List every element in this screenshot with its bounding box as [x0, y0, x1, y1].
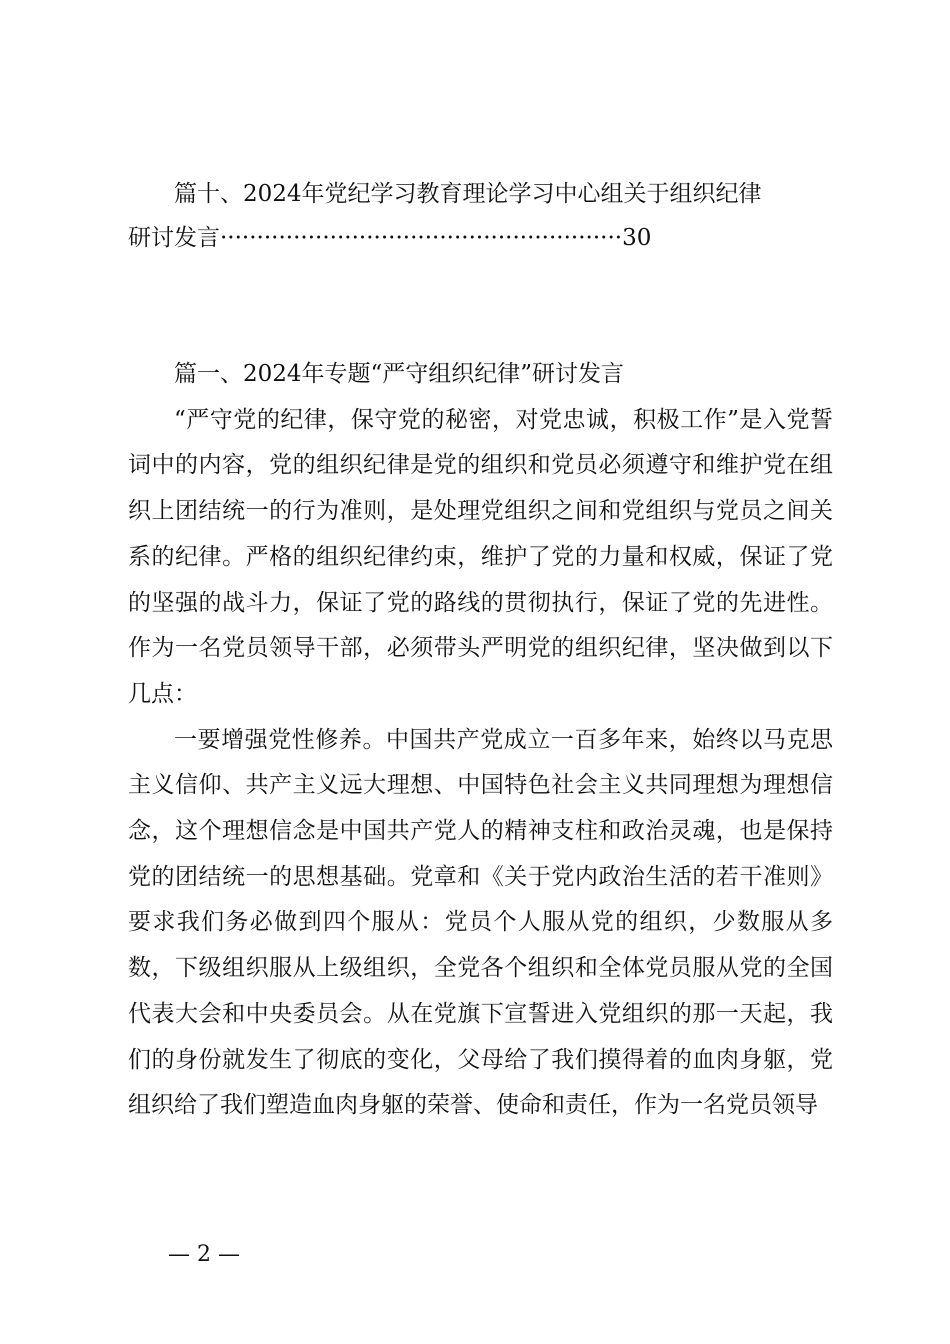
paragraph-point-one: 一要增强党性修养。中国共产党成立一百多年来，始终以马克思主义信仰、共产主义远大理想、中国特色社会主义共同理想为理想信念，这个理想信念是中国共产党人的精神支柱和政治灵魂，也是保持党的团结统一的思想基础。党章和《关于党内政治生活的若干准则》要求我们务必做到四个服从：党员个人服从党的组织，少数服从多数，下级组织服从上级组织，全党各个组织和全体党员服从党的全国代表大会和中央委员会。从在党旗下宣誓进入党组织的那一天起，我们的身份就发生了彻底的变化，父母给了我们摸得着的血肉身躯，党组织给了我们塑造血肉身躯的荣誉、使命和责任，作为一名党员领导 [128, 726, 833, 1119]
toc-entry-title-end: 研讨发言 [128, 225, 220, 251]
toc-leader-dots: ······················································· [220, 225, 623, 251]
toc-page-number: 30 [622, 225, 652, 251]
toc-entry-continuation [128, 216, 833, 260]
toc-entry [128, 172, 833, 260]
section-title: 篇一、2024年专题“严守组织纪律”研讨发言 [174, 361, 625, 387]
page-number-footer: — 2 — [168, 1242, 240, 1267]
section-body [128, 352, 833, 1129]
paragraph-intro: “严守党的纪律，保守党的秘密，对党忠诚，积极工作”是入党誓词中的内容，党的组织纪律是党的组织和党员必须遵守和维护党在组织上团结统一的行为准则，是处理党组织之间和党组织与党员之间关系的纪律。严格的组织纪律约束，维护了党的力量和权威，保证了党的坚强的战斗力，保证了党的路线的贯彻执行，保证了党的先进性。作为一名党员领导干部，必须带头严明党的组织纪律，坚决做到以下几点： [128, 406, 833, 707]
toc-entry-title: 篇十、2024年党纪学习教育理论学习中心组关于组织纪律 [174, 181, 762, 207]
